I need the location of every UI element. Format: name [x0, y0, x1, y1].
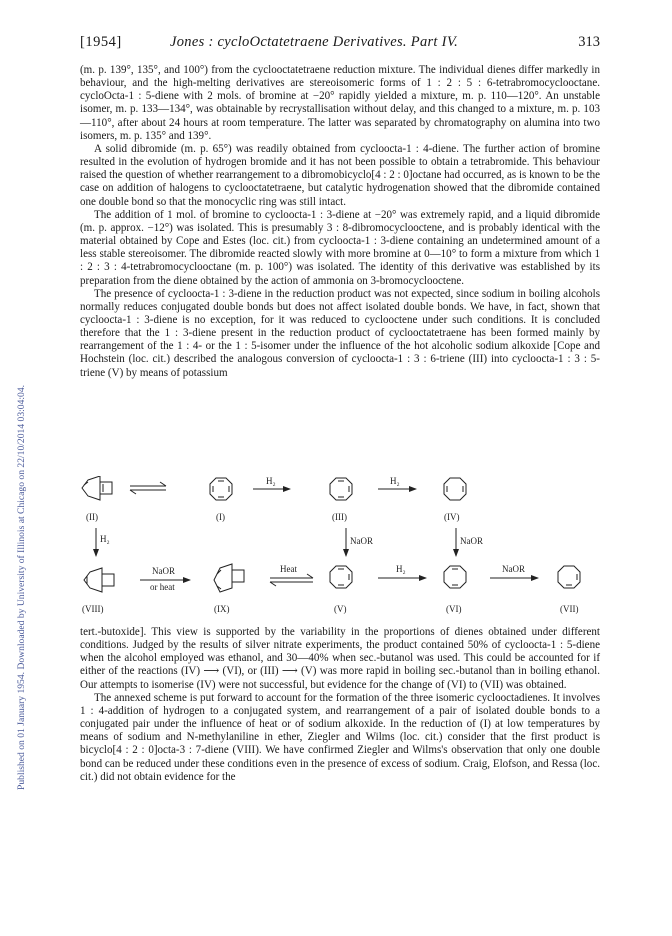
reagent-label: NaOR — [460, 536, 483, 546]
reagent-label: H₂ — [390, 476, 400, 486]
compound-label: (VI) — [446, 604, 462, 614]
paragraph: The addition of 1 mol. of bromine to cycloocta-1 : 3-diene at −20° was extremely rapid, and a liquid dibromide (m. p. approx. −12°) was isolated. This is presumably 3 : 8-dibromocyclooctene, and is probably identical with the material obtained by Cope and Estes (loc. cit.) from cycloocta-1 : 3-diene containing an undetermined amount of a less stable stereoisomer. The dibromide reacted slowly with more bromine at 0—10° to form a mixture from which 1 : 2 : 3 : 4-tetrabromocyclooctane (m. p. 100°) was isolated. The identity of this derivative was established by its preparation from the diene obtained by the action of ammonia on 3-bromocyclooctene. — [80, 208, 600, 287]
structure-IV — [444, 478, 466, 500]
structure-III — [330, 478, 352, 500]
structure-VI — [444, 566, 466, 588]
compound-label: (VIII) — [82, 604, 104, 614]
reagent-label: H₂ — [396, 564, 406, 574]
reagent-label: NaOR — [152, 566, 175, 576]
paragraph: The annexed scheme is put forward to account for the formation of the three isomeric cyclooctadienes. It involves 1 : 4-addition of hydrogen to a conjugated system, and rearrangement of a pair of isolated double bonds to a conjugated pair under the influence of heat or of sodium alkoxide. In the reduction of (I) at low temperatures by means of sodium and N-methylaniline in ether, Ziegler and Wilms (loc. cit.) consider that the first product is bicyclo[4 : 2 : 0]octa-3 : 7-diene (VIII). We have confirmed Ziegler and Wilms's observation that only one double bond can be reduced under these conditions even in the presence of excess of sodium. Craig, Elofson, and Ressa (loc. cit.) did not obtain evidence for the — [80, 691, 600, 783]
reagent-label: Heat — [280, 564, 297, 574]
page-header — [80, 34, 600, 54]
structure-V — [330, 566, 352, 588]
paragraph: A solid dibromide (m. p. 65°) was readily obtained from cycloocta-1 : 4-diene. The further action of bromine resulted in the evolution of hydrogen bromide and it has not been possible to obtain a tetrabromide. This behaviour raised the question of whether rearrangement to a dibromobicyclo[4 : 2 : 0]octane had occurred, as is known to be the case on addition of halogens to cyclooctatetraene, but catalytic hydrogenation showed that the dibromide contained one double bond so that the monocyclic ring was still intact. — [80, 142, 600, 208]
reagent-label: H₂ — [100, 534, 110, 544]
compound-label: (III) — [332, 512, 347, 522]
reagent-label: NaOR — [350, 536, 373, 546]
download-watermark-text: Published on 01 January 1954. Downloaded by University of Illinois at Chicago on 22/10/2014 03:04:04. — [16, 384, 27, 790]
compound-label: (IV) — [444, 512, 460, 522]
page-number: 313 — [578, 34, 600, 50]
reagent-label: H₂ — [266, 476, 276, 486]
compound-label: (II) — [86, 512, 98, 522]
structure-VII — [558, 566, 580, 588]
compound-label: (IX) — [214, 604, 230, 614]
body-text-top — [80, 64, 600, 380]
structure-I — [210, 478, 232, 500]
compound-label: (I) — [216, 512, 225, 522]
download-watermark — [4, 150, 27, 790]
reaction-scheme-drawing — [78, 476, 608, 616]
reagent-label: NaOR — [502, 564, 525, 574]
reagent-label: or heat — [150, 582, 175, 592]
reaction-scheme — [78, 476, 608, 616]
structure-IX — [214, 564, 244, 592]
paragraph: (m. p. 139°, 135°, and 100°) from the cyclooctatetraene reduction mixture. The individual dienes differ markedly in behaviour, and the high-melting derivatives are stereoisomeric forms of 1 : 2 : 5 : 6-tetrabromocyclooctane. cycloOcta-1 : 5-diene with 2 mols. of bromine at −20° rapidly yielded a mixture, m. p. 110—120°. An unstable isomer, m. p. 133—134°, was obtainable by recrystallisation without delay, and this changed to a mixture, m. p. 103—110°, after about 24 hours at room temperature. The latter was separated by chromatography on alumina into two isomers, m. p. 135° and 139°. — [80, 64, 600, 142]
paragraph: The presence of cycloocta-1 : 3-diene in the reduction product was not expected, since sodium in boiling alcohols normally reduces conjugated double bonds but does not affect isolated double bonds. We have, in fact, shown that cycloocta-1 : 3-diene is no exception, for it was reduced to cyclooctene under such conditions. It is concluded therefore that the 1 : 3-diene present in the reduction product of cyclooctatetraene has been formed mainly by rearrangement of the 1 : 4- or the 1 : 5-isomer under the influence of the hot alcoholic sodium alkoxide [Cope and Hochstein (loc. cit.) described the analogous conversion of cycloocta-1 : 3 : 6-triene (III) into cycloocta-1 : 3 : 5-triene (V) by means of potassium — [80, 287, 600, 379]
header-year: [1954] — [80, 34, 122, 50]
header-title: Jones : cycloOctatetraene Derivatives. Part IV. — [170, 34, 459, 50]
structure-II — [82, 476, 112, 500]
compound-label: (V) — [334, 604, 347, 614]
body-text-bottom — [80, 626, 600, 784]
compound-label: (VII) — [560, 604, 579, 614]
structure-VIII — [84, 568, 114, 592]
paragraph: tert.-butoxide]. This view is supported by the variability in the proportions of dienes obtained under different conditions. Judged by the results of silver nitrate experiments, the product contained 50% of cycloocta-1 : 5-diene when the alcohol employed was ethanol, and 30—40% when sec.-butanol was used. This could be accounted for if either of the reactions (IV) ⟶ (VI), or (III) ⟶ (V) was more rapid in boiling sec.-butanol than in boiling ethanol. Our attempts to isomerise (IV) were not successful, but evidence for the change of (VI) to (VII) was obtained. — [80, 626, 600, 691]
